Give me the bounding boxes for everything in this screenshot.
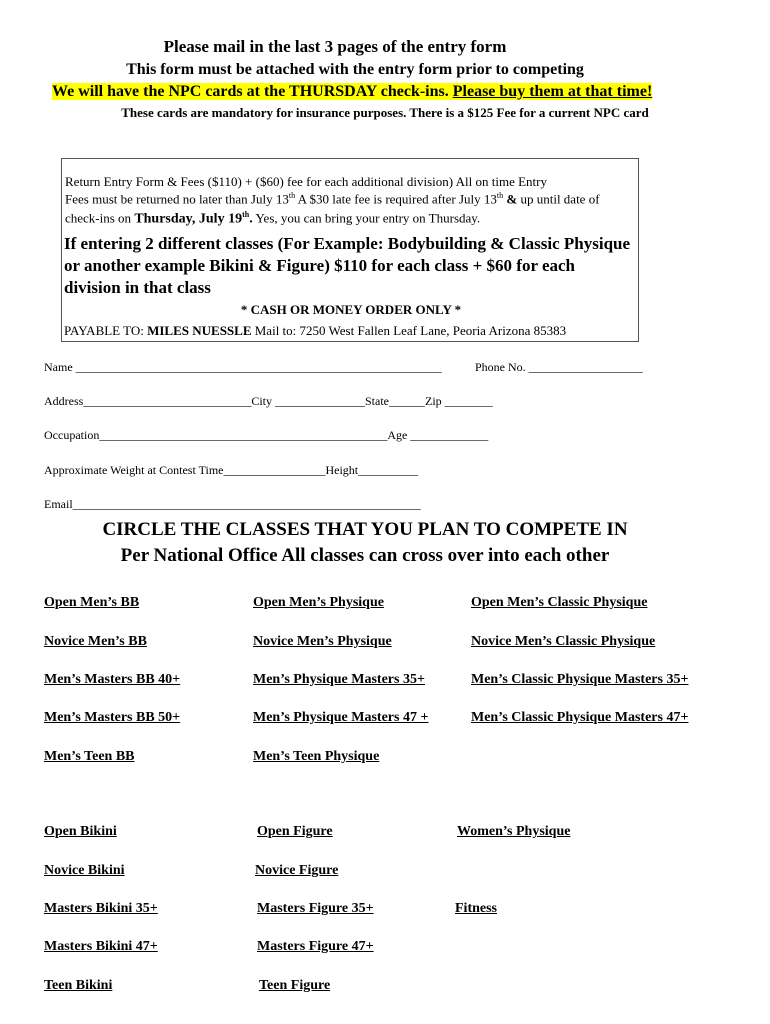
classes-subtitle: Per National Office All classes can cross over into each other <box>120 545 610 566</box>
class-novice-mens-bb[interactable]: Novice Men’s BB <box>44 634 147 649</box>
class-open-mens-physique[interactable]: Open Men’s Physique <box>253 595 384 610</box>
class-masters-figure-35[interactable]: Masters Figure 35+ <box>257 901 374 916</box>
header-npc-notice <box>52 83 652 101</box>
occupation-field[interactable]: Occupation________________________________________________Age _____________ <box>44 428 489 442</box>
class-open-mens-bb[interactable]: Open Men’s BB <box>44 595 140 610</box>
class-open-mens-classic[interactable]: Open Men’s Classic Physique <box>471 595 648 610</box>
header-attach-instruction: This form must be attached with the entry form prior to competing <box>126 61 584 78</box>
class-teen-figure[interactable]: Teen Figure <box>259 978 331 993</box>
header-mandatory-note: These cards are mandatory for insurance purposes. There is a $125 Fee for a current NPC card <box>121 105 649 120</box>
class-teen-bb[interactable]: Men’s Teen BB <box>44 749 135 764</box>
name-field[interactable]: Name _____________________________________________________________ <box>44 360 442 374</box>
class-masters-figure-47[interactable]: Masters Figure 47+ <box>257 939 374 954</box>
class-masters-bb-50[interactable]: Men’s Masters BB 50+ <box>44 710 181 725</box>
class-masters-bikini-47[interactable]: Masters Bikini 47+ <box>44 939 158 954</box>
npc-cards-highlight: We will have the NPC cards at the THURSDAY check-ins. <box>52 83 449 100</box>
email-field[interactable]: Email__________________________________________________________ <box>44 497 421 511</box>
class-teen-physique[interactable]: Men’s Teen Physique <box>253 749 380 764</box>
weight-height-field[interactable]: Approximate Weight at Contest Time_________________Height__________ <box>44 463 419 477</box>
class-novice-bikini[interactable]: Novice Bikini <box>44 863 125 878</box>
class-fitness[interactable]: Fitness <box>455 901 497 916</box>
payable-to-line: PAYABLE TO: MILES NUESSLE Mail to: 7250 West Fallen Leaf Lane, Peoria Arizona 85383 <box>64 323 567 338</box>
class-novice-figure[interactable]: Novice Figure <box>255 863 339 878</box>
class-novice-mens-physique[interactable]: Novice Men’s Physique <box>253 634 392 649</box>
class-open-bikini[interactable]: Open Bikini <box>44 824 117 839</box>
class-womens-physique[interactable]: Women’s Physique <box>457 824 571 839</box>
address-field[interactable]: Address____________________________City _______________State______Zip ________ <box>44 394 493 408</box>
deadline-line: Fees must be returned no later than July 13th A $30 late fee is required after July 13th & up until date of <box>65 191 600 207</box>
header-mail-instruction: Please mail in the last 3 pages of the entry form <box>163 37 507 56</box>
class-open-figure[interactable]: Open Figure <box>257 824 333 839</box>
class-classic-masters-35[interactable]: Men’s Classic Physique Masters 35+ <box>471 672 689 687</box>
phone-field[interactable]: Phone No. ___________________ <box>475 360 643 374</box>
classes-title: CIRCLE THE CLASSES THAT YOU PLAN TO COMPETE IN <box>102 519 628 540</box>
payment-method: * CASH OR MONEY ORDER ONLY * <box>240 302 462 317</box>
class-teen-bikini[interactable]: Teen Bikini <box>44 978 113 993</box>
checkin-line: check-ins on Thursday, July 19th. Yes, you can bring your entry on Thursday. <box>65 210 481 227</box>
class-masters-bikini-35[interactable]: Masters Bikini 35+ <box>44 901 158 916</box>
class-novice-mens-classic[interactable]: Novice Men’s Classic Physique <box>471 634 656 649</box>
class-masters-bb-40[interactable]: Men’s Masters BB 40+ <box>44 672 181 687</box>
class-physique-masters-35[interactable]: Men’s Physique Masters 35+ <box>253 672 425 687</box>
fee-line: Return Entry Form & Fees ($110) + ($60) fee for each additional division) All on time Entry <box>65 174 547 189</box>
multi-class-fee-note: If entering 2 different classes (For Example: Bodybuilding & Classic Physique or another example Bikini & Figure) $110 for each class + $60 for each division in that class <box>64 234 631 297</box>
buy-cards-highlight: Please buy them at that time! <box>452 83 653 100</box>
class-classic-masters-47[interactable]: Men’s Classic Physique Masters 47+ <box>471 710 689 725</box>
class-physique-masters-47[interactable]: Men’s Physique Masters 47 + <box>253 710 429 725</box>
